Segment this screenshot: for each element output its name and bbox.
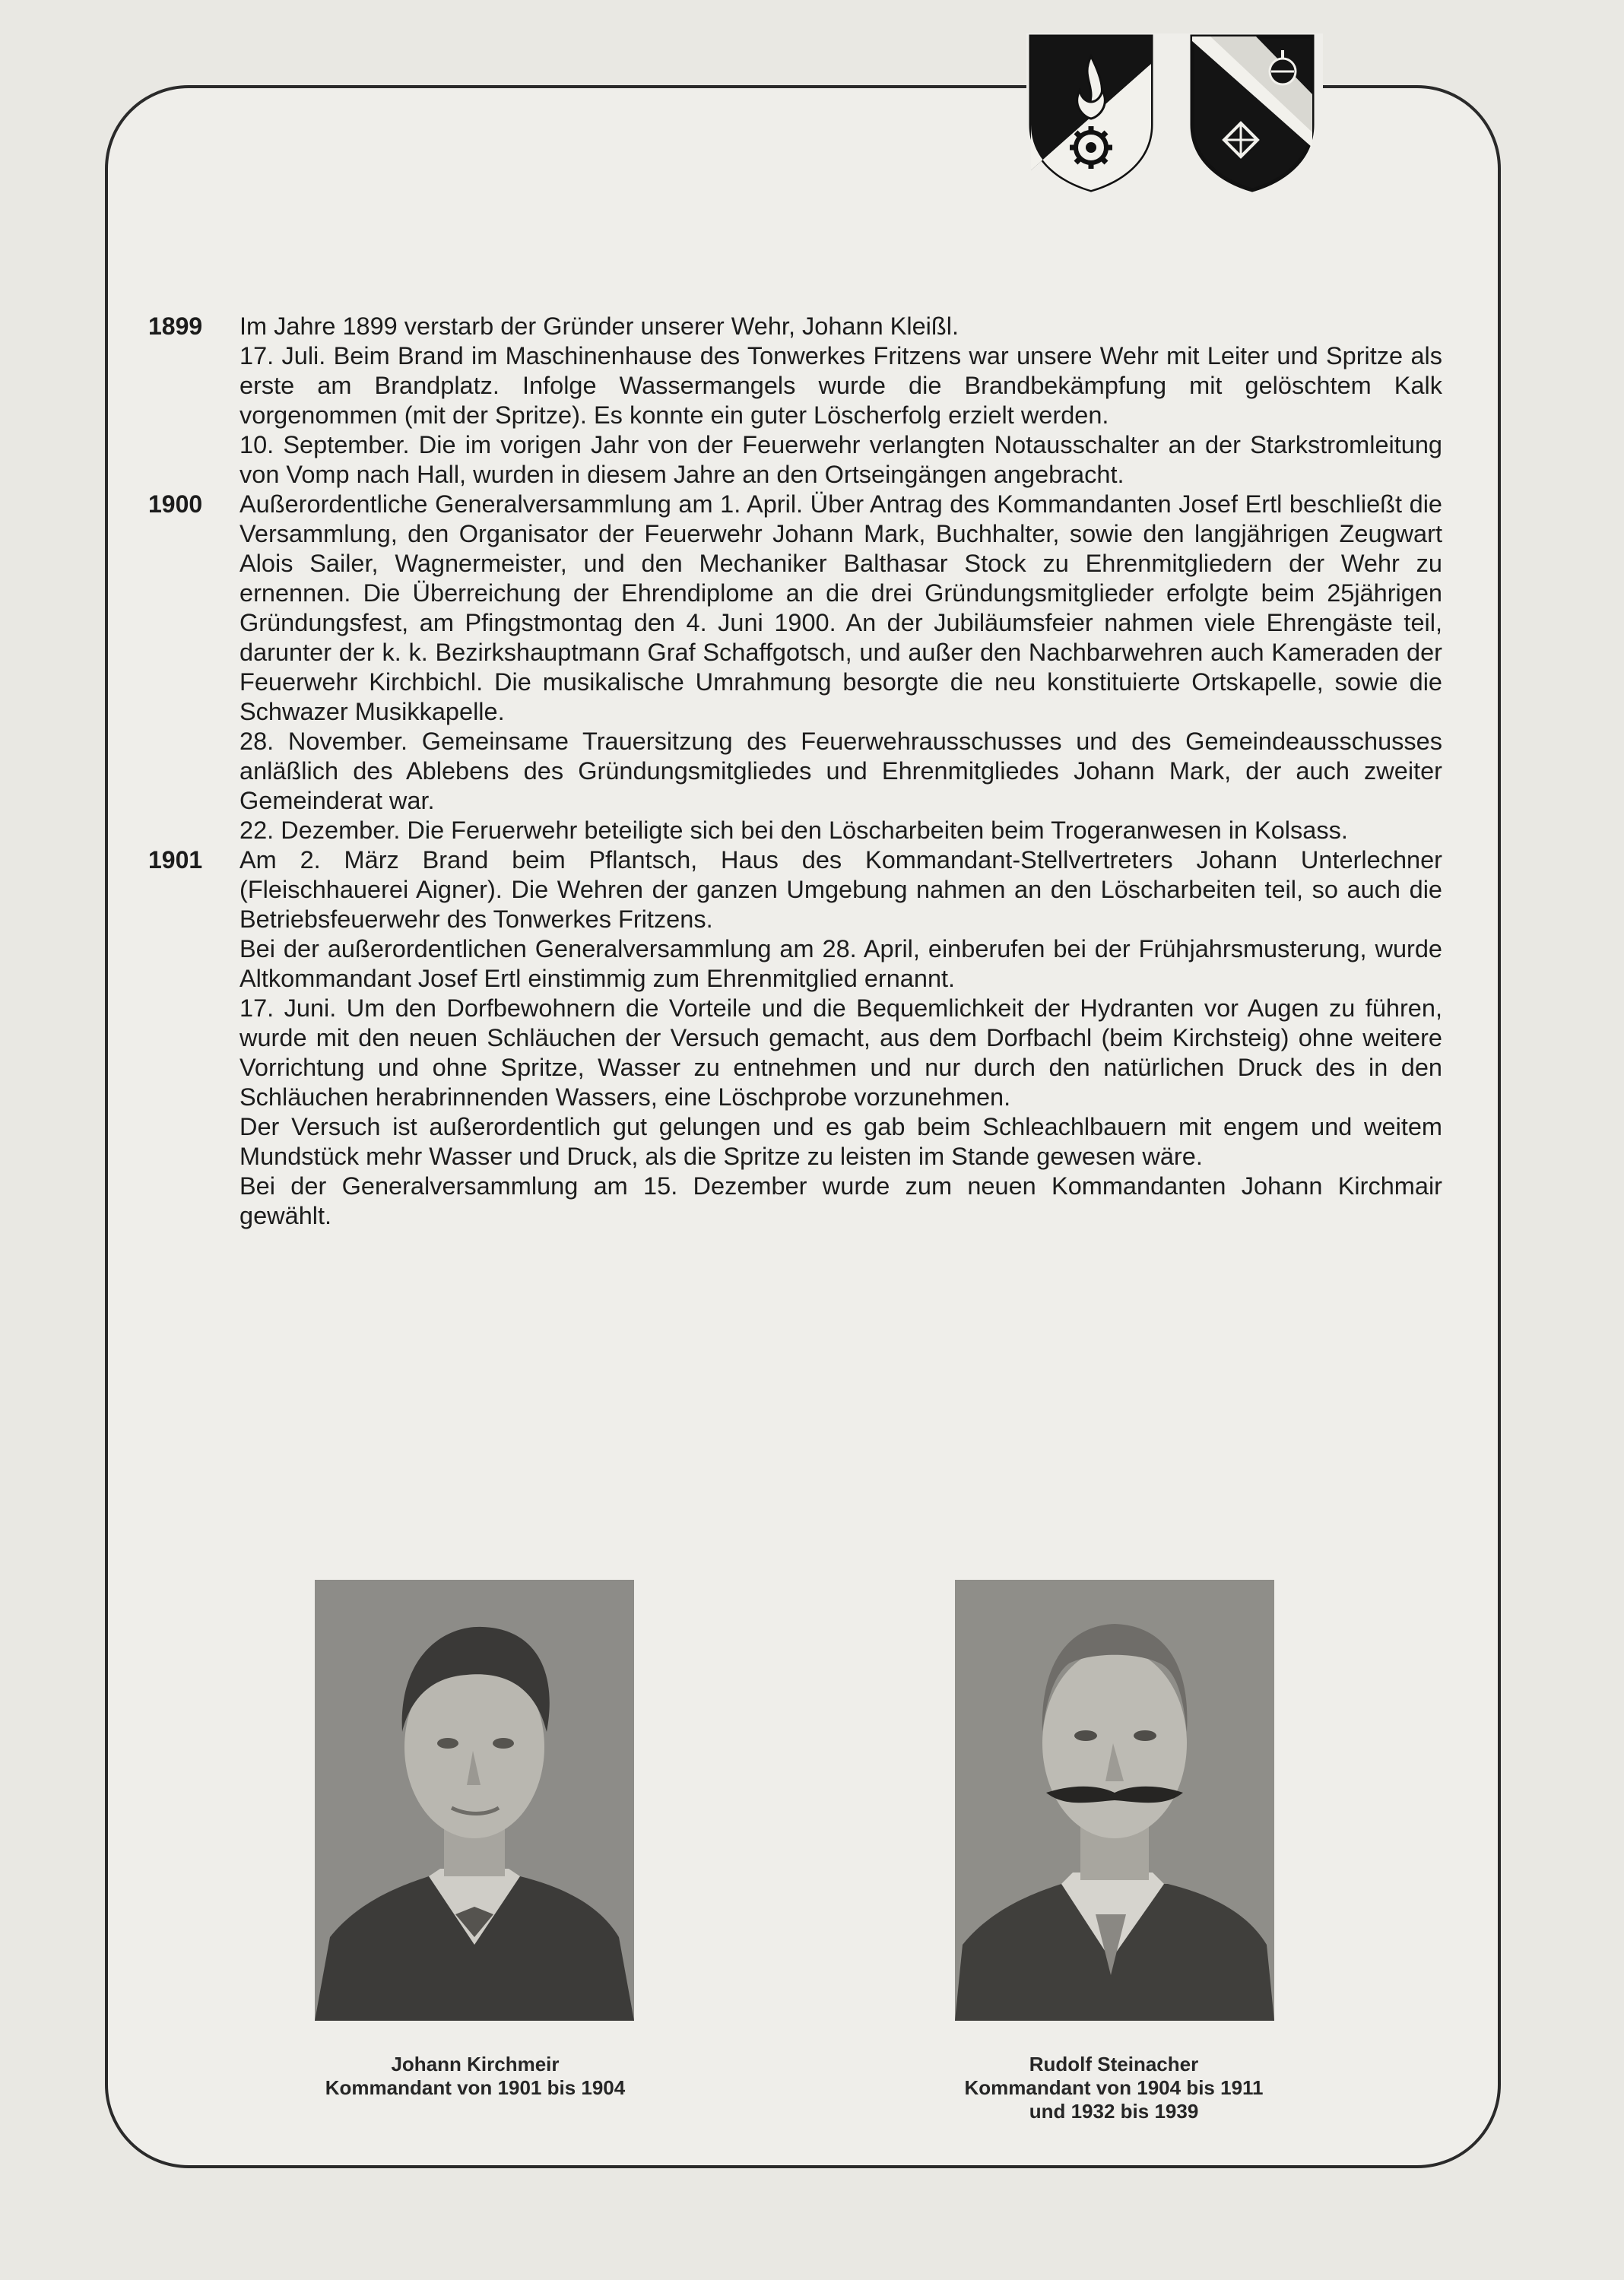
year-label: 1901: [148, 846, 203, 874]
paragraph: Am 2. März Brand beim Pflantsch, Haus des Kommandant-Stellvertreters Johann Unterlechner (Fleischhauerei Aigner). Die Wehren der ganzen Umgebung nahmen an den Löscharbeiten teil, so auch die Betriebsfeuerwehr des Tonwerkes Fritzens.: [239, 846, 1442, 933]
paragraph: Im Jahre 1899 verstarb der Gründer unserer Wehr, Johann Kleißl.: [239, 312, 959, 340]
caption-name: Rudolf Steinacher: [1029, 2053, 1199, 2075]
paragraph: Außerordentliche Generalversammlung am 1. April. Über Antrag des Kommandanten Josef Ertl beschließt die Versammlung, den Organisator der Feuerwehr Johann Mark, Buchhalter, sowie den langjährigen Zeugwart Alois Sailer, Wagnermeister, und den Mechaniker Balthasar Stock zu Ehrenmitgliedern der Wehr zu ernennen. Die Überreichung der Ehrendiplome an die drei Gründungsmitglieder erfolgte beim 25jährigen Gründungsfest, am Pfingstmontag den 4. Juni 1900. An der Jubiläumsfeier nahmen viele Ehrengäste teil, darunter der k. k. Bezirkshauptmann Graf Schaffgotsch, und außer den Nachbarwehren auch Kameraden der Feuerwehr Kirchbichl. Die musikalische Umrahmung besorgte die neu konstituierte Ortskapelle, sowie die Schwazer Musikkapelle.: [239, 490, 1442, 725]
year-label: 1899: [148, 312, 203, 340]
chronicle-text: [148, 312, 1442, 1231]
paragraph: 17. Juni. Um den Dorfbewohnern die Vorteile und die Bequemlichkeit der Hydranten vor Augen zu führen, wurde mit den neuen Schläuchen der Versuch gemacht, aus dem Dorfbachl (beim Kirchsteig) ohne weitere Vorrichtung und ohne Spritze, Wasser zu entnehmen und nur durch den natürlichen Druck des in den Schläuchen herabrinnenden Wassers, eine Löschprobe vorzunehmen.: [239, 994, 1442, 1111]
entry-paragraphs: [239, 845, 1442, 1231]
caption-term-2: und 1932 bis 1939: [1029, 2100, 1199, 2123]
caption-name: Johann Kirchmeir: [391, 2053, 560, 2075]
paragraph: Der Versuch ist außerordentlich gut gelungen und es gab beim Schleachlbauern mit engem und weitem Mundstück mehr Wasser und Druck, als die Spritze zu leisten im Stande gewesen wäre.: [239, 1113, 1442, 1170]
year-entry-1899: [148, 312, 1442, 490]
year-label: 1900: [148, 490, 203, 518]
year-entry-1900: [148, 490, 1442, 845]
portrait-caption-steinacher: [890, 2053, 1338, 2123]
caption-term: Kommandant von 1904 bis 1911: [964, 2076, 1264, 2099]
caption-term: Kommandant von 1901 bis 1904: [325, 2076, 626, 2099]
paragraph: Bei der außerordentlichen Generalversammlung am 28. April, einberufen bei der Frühjahrsmusterung, wurde Altkommandant Josef Ertl einstimmig zum Ehrenmitglied ernannt.: [239, 935, 1442, 992]
crest-group: [1026, 33, 1323, 193]
portrait-photo-steinacher: [955, 1580, 1274, 2021]
year-entry-1901: [148, 845, 1442, 1231]
paragraph: 17. Juli. Beim Brand im Maschinenhause des Tonwerkes Fritzens war unsere Wehr mit Leiter und Spritze als erste am Brandplatz. Infolge Wassermangels wurde die Brandbekämpfung mit gelöschtem Kalk vorgenommen (mit der Spritze). Es konnte ein guter Löscherfolg erzielt werden.: [239, 342, 1442, 429]
entry-paragraphs: [239, 490, 1442, 845]
paragraph: 22. Dezember. Die Feruerwehr beteiligte sich bei den Löscharbeiten beim Trogeranwesen in Kolsass.: [239, 817, 1348, 844]
paragraph: 10. September. Die im vorigen Jahr von der Feuerwehr verlangten Notausschalter an der Starkstromleitung von Vomp nach Hall, wurden in diesem Jahre an den Ortseingängen angebracht.: [239, 431, 1442, 488]
paragraph: Bei der Generalversammlung am 15. Dezember wurde zum neuen Kommandanten Johann Kirchmair gewählt.: [239, 1172, 1442, 1229]
fire-brigade-crest-icon: [1026, 33, 1156, 193]
portrait-caption-kirchmeir: [251, 2053, 699, 2100]
portrait-photo-kirchmeir: [315, 1580, 634, 2021]
entry-paragraphs: [239, 312, 1442, 490]
municipal-crest-icon: [1188, 33, 1317, 193]
paragraph: 28. November. Gemeinsame Trauersitzung des Feuerwehrausschusses und des Gemeindeausschusses anläßlich des Ablebens des Gründungsmitgliedes und Ehrenmitgliedes Johann Mark, der auch zweiter Gemeinderat war.: [239, 728, 1442, 814]
